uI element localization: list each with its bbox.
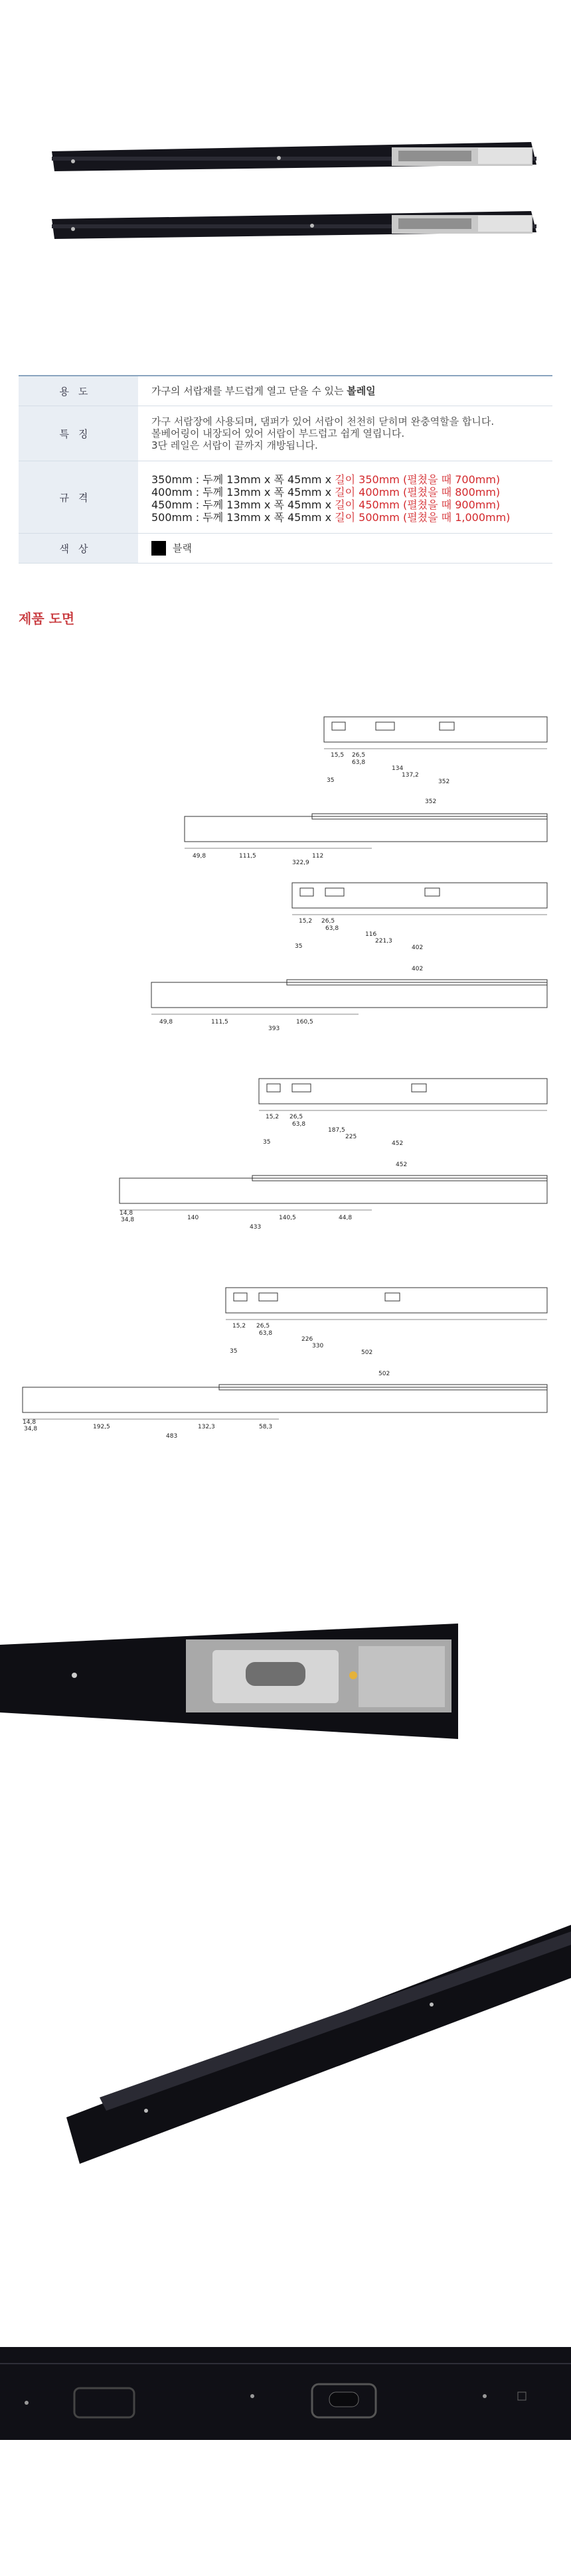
- rail-outline: [324, 717, 547, 742]
- total-length: 402: [412, 966, 424, 972]
- dim-label: 137,2: [402, 772, 419, 779]
- rail-outline: [226, 1288, 547, 1313]
- spec-key: 규격: [19, 461, 138, 533]
- total-length: 452: [396, 1162, 408, 1168]
- dim-label: 433: [250, 1224, 262, 1231]
- dim-label: 63,8: [259, 1330, 273, 1337]
- product-photo-top: [0, 0, 571, 358]
- dim-label: 225: [345, 1134, 357, 1140]
- dim-label: 140,5: [279, 1215, 296, 1221]
- dim-label: 35: [327, 777, 335, 784]
- drawing-400: [151, 883, 547, 1032]
- drawing-350: [185, 717, 547, 866]
- dim-label: 402: [412, 945, 424, 951]
- dim-label: 15,2: [232, 1323, 246, 1329]
- rail-image-lower: [52, 211, 536, 239]
- rail-outline: [120, 1178, 547, 1203]
- dim-label: 49,8: [159, 1019, 173, 1025]
- dim-label: 35: [230, 1348, 238, 1355]
- detail-photo-angle: [0, 1898, 571, 2177]
- spec-value-bold: 볼레일: [347, 385, 376, 397]
- spec-value: 가구의 서랍재를 부드럽게 열고 닫을 수 있는: [151, 385, 347, 397]
- dim-label: 502: [361, 1349, 373, 1356]
- dim-label: 15,2: [299, 918, 313, 925]
- spec-row-color: [19, 534, 552, 564]
- total-length: 352: [425, 798, 437, 805]
- dim-label: 187,5: [328, 1127, 345, 1134]
- spec-row-size: [19, 461, 552, 534]
- detail-photo-closeup: [0, 1593, 571, 1766]
- dim-label: 352: [438, 779, 450, 785]
- spec-key: 특징: [19, 406, 138, 461]
- dim-label: 63,8: [352, 759, 366, 766]
- rail-image-upper: [52, 142, 536, 171]
- size-line: 400mm : 두께 13mm x 폭 45mm x 길이 400mm (펼쳤을 때 800mm): [151, 486, 501, 498]
- dim-label: 26,5: [289, 1114, 303, 1120]
- dim-label: 330: [312, 1343, 324, 1349]
- detail-photo-side: [0, 2323, 571, 2462]
- color-swatch: [151, 541, 166, 556]
- dim-label: 192,5: [93, 1424, 110, 1430]
- feature-line: 볼베어링이 내장되어 있어 서랍이 부드럽고 쉽게 열립니다.: [151, 427, 405, 439]
- feature-line: 가구 서랍장에 사용되며, 댐퍼가 있어 서랍이 천천히 닫히며 완충역할을 합니다.: [151, 416, 495, 427]
- dim-label: 393: [268, 1025, 280, 1032]
- dim-label: 14,8: [23, 1419, 37, 1426]
- dim-label: 111,5: [211, 1019, 228, 1025]
- spec-row-features: [19, 406, 552, 461]
- dim-label: 15,2: [266, 1114, 280, 1120]
- size-line: 450mm : 두께 13mm x 폭 45mm x 길이 450mm (펼쳤을 때 900mm): [151, 498, 501, 511]
- dim-label: 116: [365, 931, 377, 938]
- total-length: 502: [378, 1371, 390, 1377]
- spec-table: [19, 375, 552, 564]
- dim-label: 483: [166, 1433, 178, 1440]
- dim-label: 34,8: [24, 1426, 38, 1432]
- dim-label: 322,9: [292, 860, 309, 866]
- dim-label: 111,5: [239, 853, 256, 860]
- dim-label: 14,8: [120, 1210, 133, 1217]
- dim-label: 112: [312, 853, 324, 860]
- feature-line: 3단 레일은 서랍이 끝까지 개방됩니다.: [151, 439, 318, 451]
- dim-label: 44,8: [339, 1215, 353, 1221]
- spec-key: 용도: [19, 376, 138, 406]
- dim-label: 15,5: [331, 752, 345, 759]
- dim-label: 34,8: [121, 1217, 135, 1223]
- rail-outline: [151, 982, 547, 1008]
- technical-drawings: [0, 690, 571, 1460]
- dim-label: 49,8: [193, 853, 206, 860]
- dim-label: 26,5: [321, 918, 335, 925]
- dim-label: 35: [295, 943, 303, 950]
- size-line: 500mm : 두께 13mm x 폭 45mm x 길이 500mm (펼쳤을 때 1,000mm): [151, 511, 511, 524]
- dim-label: 226: [301, 1336, 313, 1343]
- rail-outline: [185, 816, 547, 842]
- color-value: 블랙: [173, 542, 192, 554]
- rail-outline: [259, 1079, 547, 1104]
- dim-label: 63,8: [325, 925, 339, 932]
- dim-label: 140: [187, 1215, 199, 1221]
- dim-label: 132,3: [198, 1424, 215, 1430]
- dim-label: 452: [392, 1140, 404, 1147]
- dim-label: 160,5: [296, 1019, 313, 1025]
- spec-key: 색상: [19, 534, 138, 563]
- spec-row-usage: [19, 376, 552, 406]
- dim-label: 134: [392, 765, 404, 772]
- drawing-section-title: 제품 도면: [19, 611, 75, 627]
- dim-label: 26,5: [256, 1323, 270, 1329]
- rail-outline: [292, 883, 547, 908]
- rail-outline: [23, 1387, 547, 1412]
- dim-label: 58,3: [259, 1424, 273, 1430]
- drawing-450: [120, 1079, 547, 1231]
- drawing-500: [23, 1288, 547, 1440]
- dim-label: 221,3: [375, 938, 392, 945]
- dim-label: 63,8: [292, 1121, 306, 1128]
- dim-label: 35: [263, 1139, 271, 1146]
- size-line: 350mm : 두께 13mm x 폭 45mm x 길이 350mm (펼쳤을 때 700mm): [151, 473, 501, 486]
- dim-label: 26,5: [352, 752, 366, 759]
